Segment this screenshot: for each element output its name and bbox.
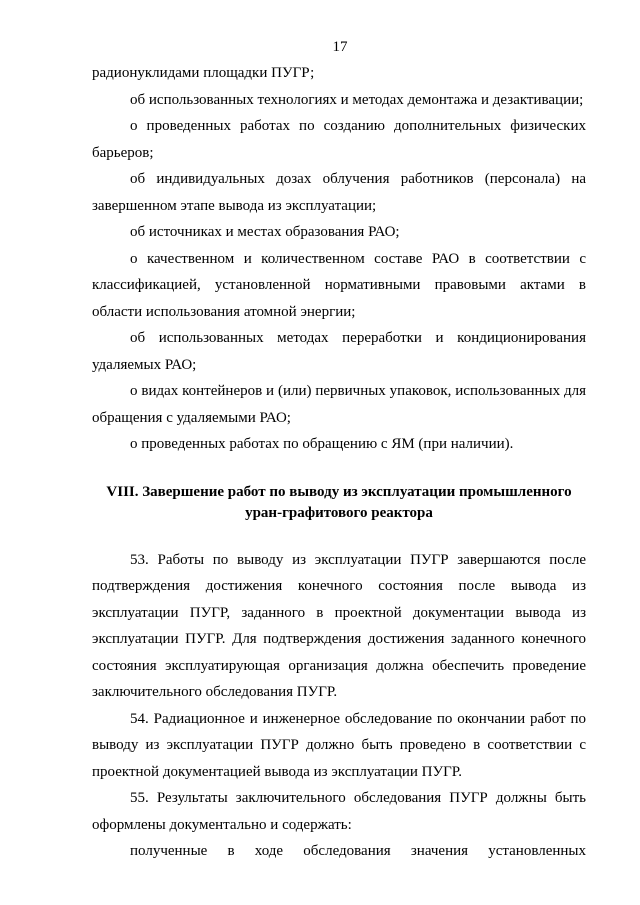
- paragraph-trailing-fragment: полученные в ходе обследования значения установленных: [130, 843, 586, 859]
- section-heading-line-1: VIII. Завершение работ по выводу из эксплуатации промышленного: [106, 483, 572, 500]
- document-body: [92, 60, 586, 865]
- list-item-rao-composition: о качественном и количественном составе РАО в соответствии с классификацией, установленной нормативными правовыми актами в области использования атомной энергии;: [92, 250, 586, 320]
- list-item-processing-methods: об использованных методах переработки и кондиционирования удаляемых РАО;: [92, 330, 586, 373]
- section-heading-line-2: уран-графитового реактора: [245, 504, 433, 521]
- list-item-doses: об индивидуальных дозах облучения работников (персонала) на завершенном этапе вывода из эксплуатации;: [92, 171, 586, 214]
- list-item-nuclear-materials: о проведенных работах по обращению с ЯМ (при наличии).: [130, 436, 514, 452]
- clause-53: 53. Работы по выводу из эксплуатации ПУГР завершаются после подтверждения достижения конечного состояния после вывода из эксплуатации ПУГР, заданного в проектной документации вывода из эксплуатации ПУГР. Для подтверждения достижения заданного конечного состояния эксплуатирующая организация должна обеспечить проведение заключительного обследования ПУГР.: [92, 551, 586, 700]
- list-item-barriers: о проведенных работах по созданию дополнительных физических барьеров;: [92, 118, 586, 161]
- section-heading: [92, 482, 586, 524]
- clause-55: 55. Результаты заключительного обследования ПУГР должны быть оформлены документально и содержать:: [92, 790, 586, 833]
- list-item-containers: о видах контейнеров и (или) первичных упаковок, использованных для обращения с удаляемыми РАО;: [92, 383, 586, 426]
- list-item-technologies: об использованных технологиях и методах демонтажа и дезактивации;: [130, 91, 584, 108]
- list-item-rao-sources: об источниках и местах образования РАО;: [130, 224, 400, 240]
- paragraph-continuation: радионуклидами площадки ПУГР;: [92, 65, 315, 81]
- clause-54: 54. Радиационное и инженерное обследование по окончании работ по выводу из эксплуатации ПУГР должно быть проведено в соответствии с проектной документацией вывода из эксплуатации ПУГР.: [92, 710, 586, 780]
- page-number: 17: [332, 39, 348, 55]
